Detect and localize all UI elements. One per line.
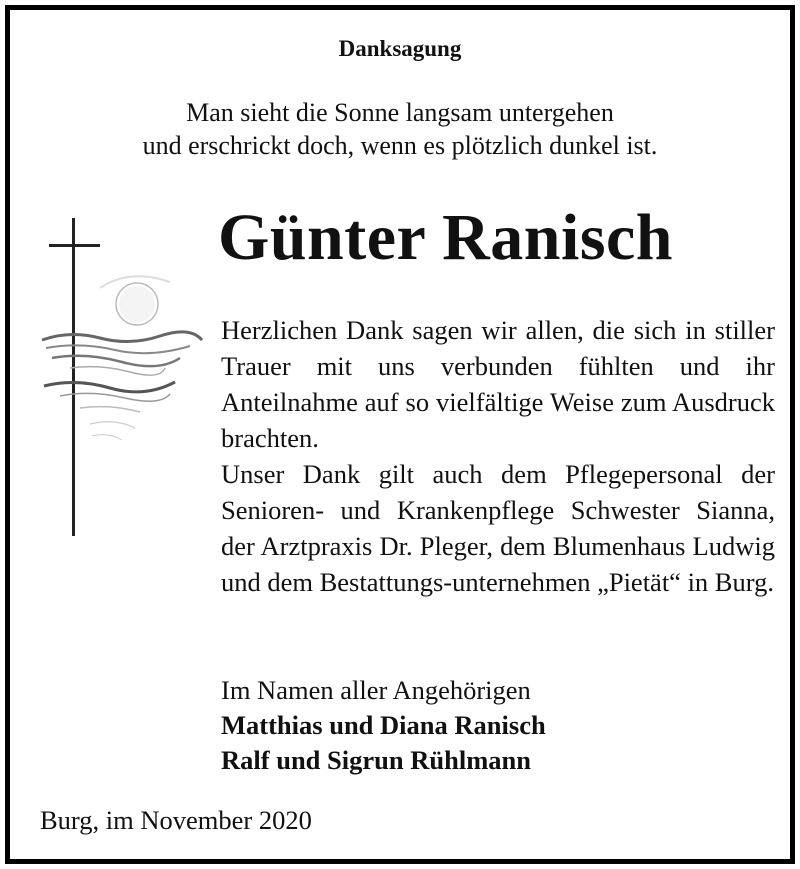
cross-horizontal-bar: [49, 244, 100, 247]
signatory: Matthias und Diana Ranisch: [221, 710, 546, 740]
thanks-paragraph: Herzlichen Dank sagen wir allen, die sich in stiller Trauer mit uns verbunden fühlten und ihr Anteilnahme auf so vielfältige Weise zum Ausdruck brachten.: [221, 315, 775, 453]
landscape-strokes: [42, 332, 202, 342]
signatory: Ralf und Sigrun Rühlmann: [221, 745, 532, 775]
notice-heading: Danksagung: [338, 36, 462, 61]
place-date: Burg, im November 2020: [40, 805, 312, 835]
motto-line: und erschrickt doch, wenn es plötzlich dunkel ist.: [142, 131, 658, 160]
cross-with-sunset-landscape-icon: [30, 218, 210, 538]
obituary-notice: [5, 5, 795, 864]
cross-vertical-bar: [72, 218, 75, 536]
thanks-paragraph: Unser Dank gilt auch dem Pflegepersonal der Senioren- und Krankenpflege Schwester Sianna, der Arztpraxis Dr. Pleger, dem Blumenhaus Ludwig und dem Bestattungs-unternehmen „Pietät“ in Burg.: [221, 459, 775, 597]
motto: [10, 96, 790, 162]
thanks-text: [221, 312, 775, 600]
motto-line: Man sieht die Sonne langsam untergehen: [186, 98, 614, 127]
signature-block: [221, 673, 546, 778]
deceased-name: Günter Ranisch: [218, 201, 674, 274]
signature-intro: Im Namen aller Angehörigen: [221, 675, 531, 705]
